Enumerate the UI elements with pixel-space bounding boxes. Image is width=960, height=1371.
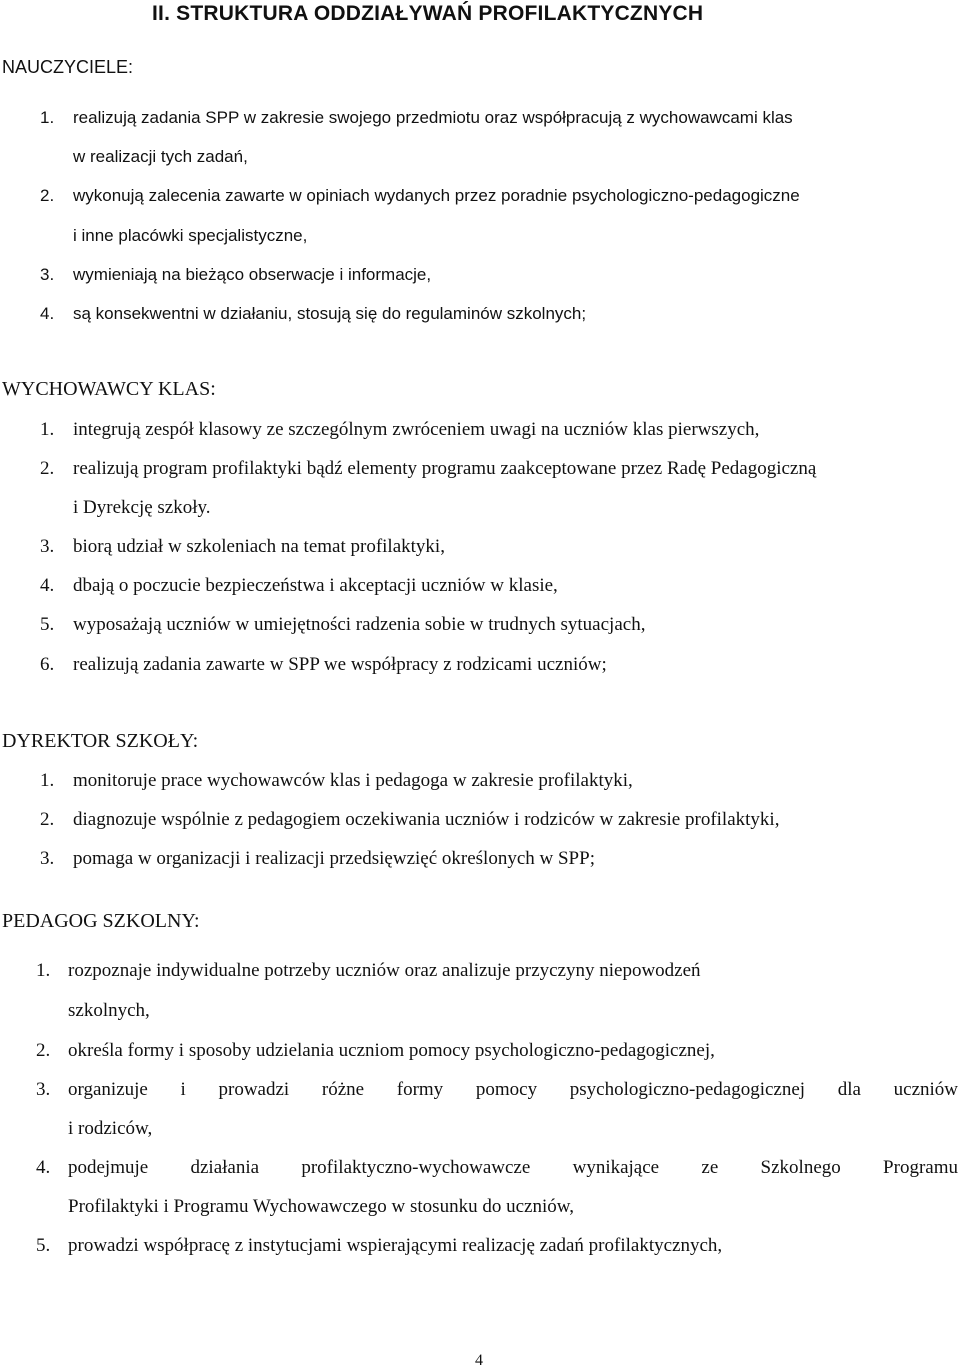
list-item-line: i rodziców,: [68, 1118, 153, 1139]
list-item-line: dbają o poczucie bezpieczeństwa i akceptacji uczniów w klasie,: [73, 575, 558, 596]
list-number: 3.: [40, 265, 55, 284]
list-number: 2.: [40, 186, 55, 205]
list-number: 3.: [40, 536, 55, 557]
list-number: 2.: [40, 458, 55, 479]
list-item-line: są konsekwentni w działaniu, stosują się do regulaminów szkolnych;: [73, 304, 587, 323]
list-number: 1.: [40, 419, 55, 440]
list-number: 3.: [40, 848, 55, 869]
list-number: 3.: [36, 1079, 51, 1100]
list-item-line: wymieniają na bieżąco obserwacje i informacje,: [73, 265, 432, 284]
list-item-line: diagnozuje wspólnie z pedagogiem oczekiwania uczniów i rodziców w zakresie profilaktyki,: [73, 809, 780, 830]
list-number: 5.: [36, 1235, 51, 1256]
list-item-line: monitoruje prace wychowawców klas i pedagoga w zakresie profilaktyki,: [73, 770, 633, 791]
list-number: 4.: [40, 304, 55, 323]
list-item-line: integrują zespół klasowy ze szczególnym zwróceniem uwagi na uczniów klas pierwszych,: [73, 419, 760, 440]
list-item-line: wykonują zalecenia zawarte w opiniach wydanych przez poradnie psychologiczno-pedagogiczne: [73, 186, 800, 205]
list-item-line: i Dyrekcję szkoły.: [73, 497, 211, 518]
list-item-line: realizują program profilaktyki bądź elementy programu zaakceptowane przez Radę Pedagogiczną: [73, 458, 817, 479]
list-number: 6.: [40, 654, 55, 675]
page-number: 4: [475, 1352, 483, 1369]
list-item-line: szkolnych,: [68, 1000, 150, 1021]
list-item-line: podejmuje działania profilaktyczno-wychowawcze wynikające ze Szkolnego Programu: [68, 1157, 958, 1178]
section-heading-nauczyciele: NAUCZYCIELE:: [2, 57, 134, 77]
list-item-line: realizują zadania zawarte w SPP we współpracy z rodzicami uczniów;: [73, 654, 607, 675]
list-item-line: pomaga w organizacji i realizacji przedsięwzięć określonych w SPP;: [73, 848, 595, 869]
list-item-line: prowadzi współpracę z instytucjami wspierającymi realizację zadań profilaktycznych,: [68, 1235, 723, 1256]
list-item-line: i inne placówki specjalistyczne,: [73, 226, 308, 245]
list-number: 2.: [40, 809, 55, 830]
list-item-line: w realizacji tych zadań,: [73, 147, 248, 166]
list-number: 4.: [36, 1157, 51, 1178]
list-number: 1.: [40, 108, 55, 127]
list-number: 5.: [40, 614, 55, 635]
list-item-line: rozpoznaje indywidualne potrzeby uczniów oraz analizuje przyczyny niepowodzeń: [68, 960, 701, 981]
list-number: 2.: [36, 1040, 51, 1061]
list-item-line: Profilaktyki i Programu Wychowawczego w stosunku do uczniów,: [68, 1196, 574, 1217]
list-number: 4.: [40, 575, 55, 596]
list-item-line: realizują zadania SPP w zakresie swojego przedmiotu oraz współpracują z wychowawcami klas: [73, 108, 793, 127]
section-heading-pedagog: PEDAGOG SZKOLNY:: [2, 910, 200, 932]
list-item-line: biorą udział w szkoleniach na temat profilaktyki,: [73, 536, 445, 557]
document-title: II. STRUKTURA ODDZIAŁYWAŃ PROFILAKTYCZNYCH: [152, 2, 704, 25]
list-item-line: określa formy i sposoby udzielania uczniom pomocy psychologiczno-pedagogicznej,: [68, 1040, 715, 1061]
list-number: 1.: [36, 960, 51, 981]
list-number: 1.: [40, 770, 55, 791]
list-item-line: organizuje i prowadzi różne formy pomocy psychologiczno-pedagogicznej dla uczniów: [68, 1079, 958, 1100]
section-heading-wychowawcy: WYCHOWAWCY KLAS:: [2, 378, 216, 400]
section-heading-dyrektor: DYREKTOR SZKOŁY:: [2, 730, 199, 752]
list-item-line: wyposażają uczniów w umiejętności radzenia sobie w trudnych sytuacjach,: [73, 614, 646, 635]
